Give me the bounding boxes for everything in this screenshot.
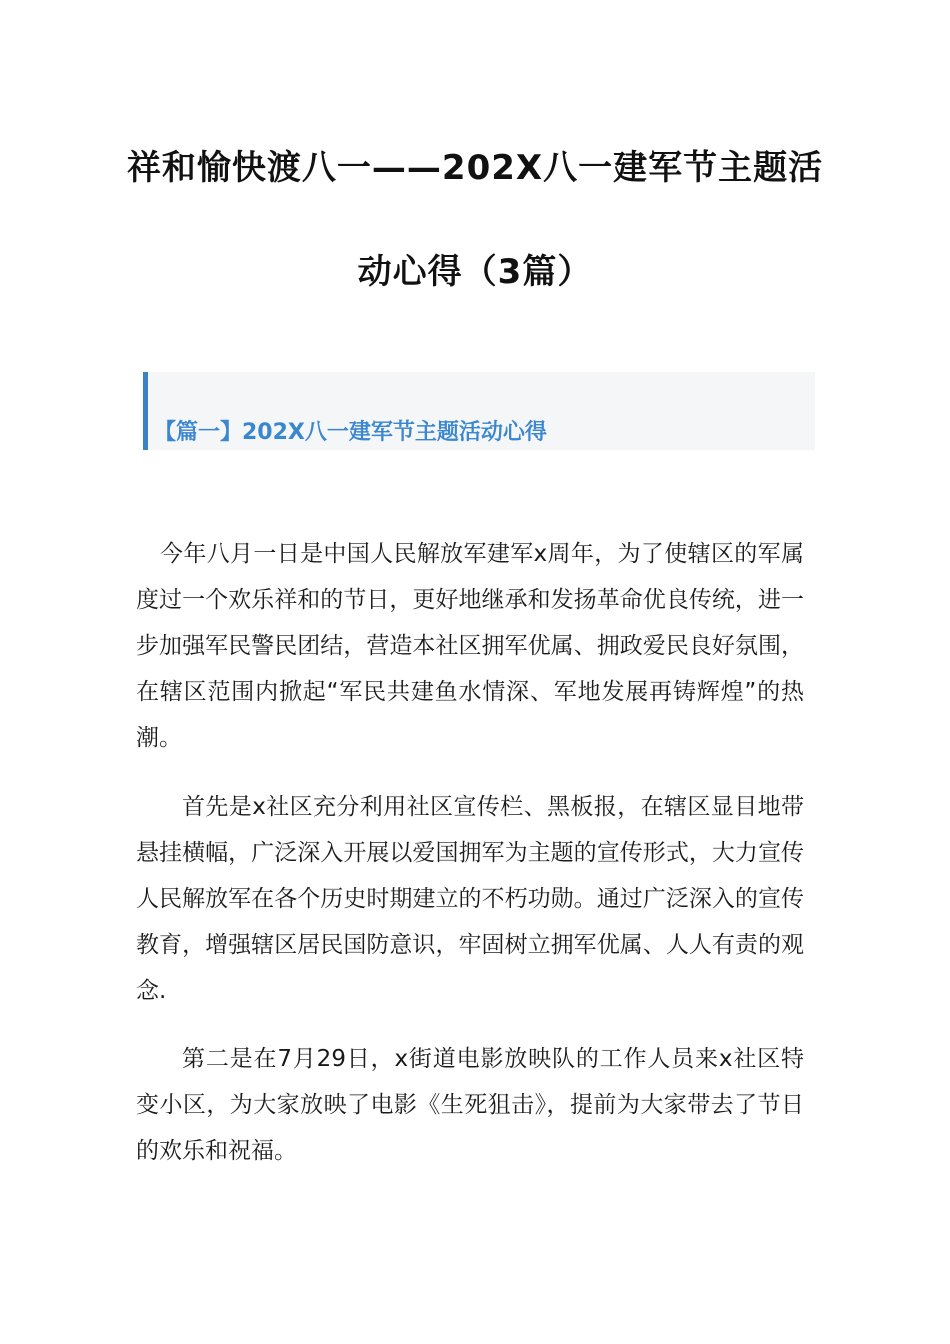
document-title-line-2: 动心得（3篇） xyxy=(357,252,593,292)
body-paragraph-3: 第二是在7月29日，x街道电影放映队的工作人员来x社区特变小区，为大家放映了电影《生死狙击》，提前为大家带去了节日的欢乐和祝福。 xyxy=(136,1046,804,1164)
body-paragraph-2: 首先是x社区充分利用社区宣传栏、黑板报，在辖区显目地带悬挂横幅，广泛深入开展以爱国拥军为主题的宣传形式，大力宣传人民解放军在各个历史时期建立的不朽功勋。通过广泛深入的宣传教育，增强辖区居民国防意识，牢固树立拥军优属、人人有责的观念. xyxy=(136,794,804,1004)
document-title-line-1: 祥和愉快渡八一——202X八一建军节主题活 xyxy=(126,148,824,188)
section-heading: 【篇一】202X八一建军节主题活动心得 xyxy=(154,420,547,445)
body-paragraph-1: 今年八月一日是中国人民解放军建军x周年，为了使辖区的军属度过一个欢乐祥和的节日，更好地继承和发扬革命优良传统，进一步加强军民警民团结，营造本社区拥军优属、拥政爱民良好氛围，在辖区范围内掀起“军民共建鱼水情深、军地发展再铸辉煌”的热潮。 xyxy=(136,541,804,751)
section-heading-box xyxy=(143,372,815,450)
